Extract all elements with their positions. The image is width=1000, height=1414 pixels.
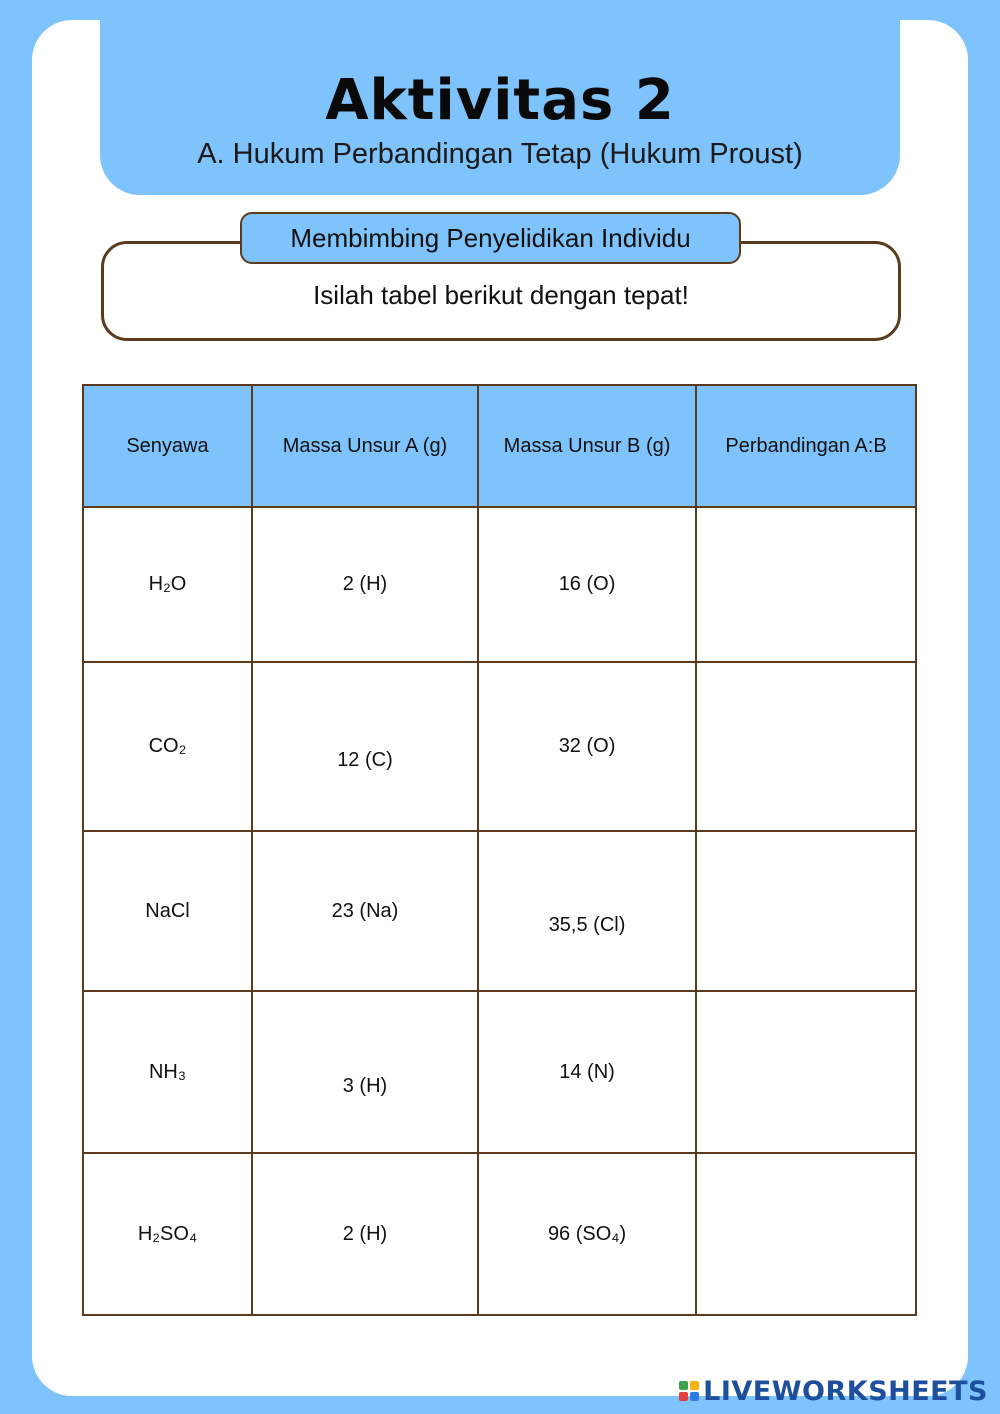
mass-b-cell: 16 (O) xyxy=(478,507,696,662)
brand-name: LIVEWORKSHEETS xyxy=(703,1375,988,1407)
table-row xyxy=(83,831,916,991)
liveworksheets-logo-icon xyxy=(679,1381,699,1401)
mass-b-cell: 35,5 (Cl) xyxy=(478,831,696,991)
mass-b-cell: 32 (O) xyxy=(478,662,696,831)
compound-cell: NaCl xyxy=(83,831,252,991)
header-banner xyxy=(100,20,900,195)
ratio-answer-cell[interactable] xyxy=(696,662,916,831)
logo-square xyxy=(690,1381,699,1390)
compound-cell: NH₃ xyxy=(83,991,252,1153)
compound-cell: H₂SO₄ xyxy=(83,1153,252,1315)
header-ratio: Perbandingan A:B xyxy=(696,385,916,507)
page-title: Aktivitas 2 xyxy=(325,68,675,133)
compound-cell: H₂O xyxy=(83,507,252,662)
ratio-answer-cell[interactable] xyxy=(696,507,916,662)
logo-square xyxy=(679,1381,688,1390)
section-label: Membimbing Penyelidikan Individu xyxy=(240,212,741,264)
mass-a-cell: 2 (H) xyxy=(252,507,478,662)
mass-b-cell: 96 (SO₄) xyxy=(478,1153,696,1315)
header-mass-a: Massa Unsur A (g) xyxy=(252,385,478,507)
compound-cell: CO₂ xyxy=(83,662,252,831)
page-subtitle: A. Hukum Perbandingan Tetap (Hukum Proust) xyxy=(197,138,803,170)
ratio-answer-cell[interactable] xyxy=(696,1153,916,1315)
instruction-text: Isilah tabel berikut dengan tepat! xyxy=(313,280,689,310)
table-row xyxy=(83,507,916,662)
mass-a-cell: 23 (Na) xyxy=(252,831,478,991)
table-header-row xyxy=(83,385,916,507)
header-mass-b: Massa Unsur B (g) xyxy=(478,385,696,507)
mass-b-cell: 14 (N) xyxy=(478,991,696,1153)
mass-a-cell: 2 (H) xyxy=(252,1153,478,1315)
table-row xyxy=(83,1153,916,1315)
logo-square xyxy=(679,1392,688,1401)
table-row xyxy=(83,662,916,831)
ratio-answer-cell[interactable] xyxy=(696,991,916,1153)
data-table xyxy=(82,384,917,1316)
header-compound: Senyawa xyxy=(83,385,252,507)
mass-a-cell: 12 (C) xyxy=(252,662,478,831)
ratio-answer-cell[interactable] xyxy=(696,831,916,991)
mass-a-cell: 3 (H) xyxy=(252,991,478,1153)
logo-square xyxy=(690,1392,699,1401)
liveworksheets-footer[interactable] xyxy=(679,1374,988,1408)
table-row xyxy=(83,991,916,1153)
